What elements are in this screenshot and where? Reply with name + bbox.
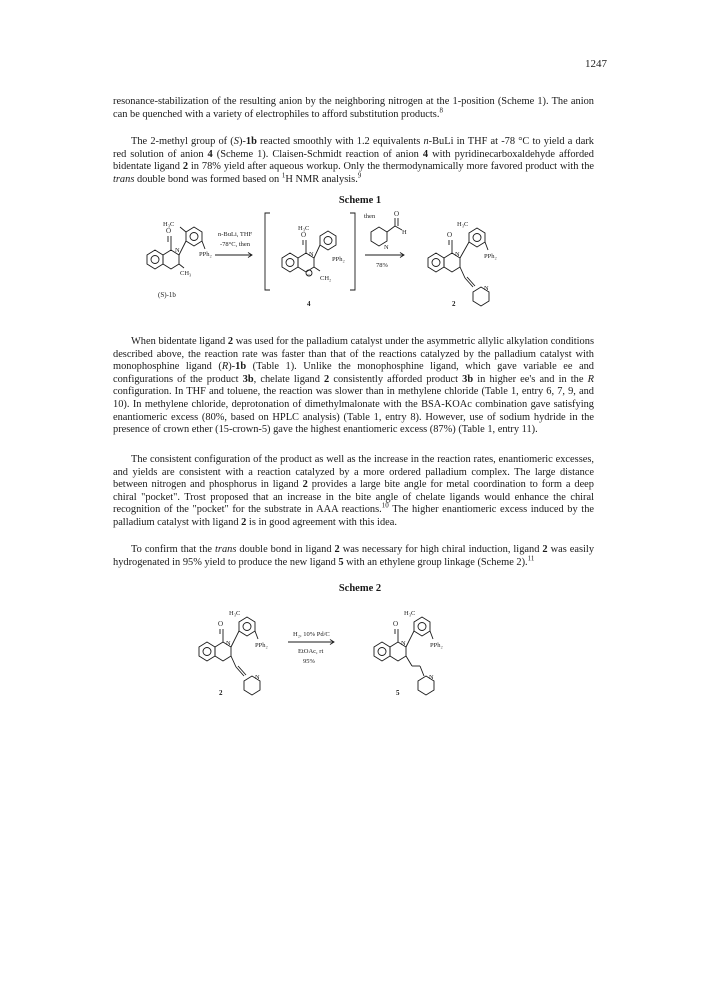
pyridine-n: N [429,674,434,681]
label-4: 4 [307,300,311,308]
page-number: 1247 [585,58,607,70]
atom-o: O [394,210,400,218]
reagent-2-line1: H₂, 10% Pd/C [293,631,330,638]
label-2: 2 [452,300,456,308]
bracket-left [265,213,270,290]
reagent-2-line2: EtOAc, rt [298,648,324,655]
phosphine-group: PPh₂ [199,251,212,258]
label-1b: (S)-1b [158,291,176,299]
paragraph-2: The 2-methyl group of (S)-1b reacted smoothly with 1.2 equivalents n-BuLi in THF at -78 °C to yield a dark red solution of anion 4 (Scheme 1). Claisen-Schmidt reaction of anion 4 with pyridinecarboxaldehyde afforded bidentate ligand 2 in 78% yield after aqueous workup. Only the thermodynamically more favored product with the trans double bond was formed based on $^1$H NMR analysis.$^9$ [113,136,595,185]
methyl-group: H₃C [404,610,416,617]
atom-o: O [301,231,307,239]
phosphine-group: PPh₂ [332,256,345,263]
methyl-group: H₃C [163,221,175,228]
paragraph-4: The consistent configuration of the product as well as the increase in the reaction rates, enantiomeric excesses, and yields are consistent with a reaction catalyzed by a more ordered palladium complex. The large distance between nitrogen and phosphorus in ligand 2 provides a large bite angle for metal coordination to form a deep chiral "pocket". Trost proposed that an increase in the bite angle of chelate ligands would enhance the chiral recognition of the "pocket" for the substrate in AAA reactions.$^{10}$ The higher enantiomeric excess induced by the palladium catalyst with ligand 2 is in good agreement with this idea. [113,454,594,528]
atom-o: O [166,227,172,235]
bracket-right [350,213,355,290]
pyridinecarboxaldehyde [371,210,407,251]
structure-4 [282,225,345,282]
atom-n: N [309,251,314,258]
label-5: 5 [396,689,400,697]
phosphine-group: PPh₂ [484,253,497,260]
phosphine-group: PPh₂ [255,642,268,649]
scheme-1-title: Scheme 1 [338,195,382,206]
reagent-1-line1: n-BuLi, THF [218,231,253,238]
atom-n: N [455,251,460,258]
scheme-1-diagram [0,207,720,325]
pyridine-n: N [255,674,260,681]
methyl-group: H₃C [457,221,469,228]
atom-o: O [218,620,224,628]
atom-n: N [226,640,231,647]
structure-1b [147,221,212,277]
atom-n: N [384,244,389,251]
methyl-group: H₃C [229,610,241,617]
phosphine-group: PPh₂ [430,642,443,649]
atom-o: O [393,620,399,628]
paragraph-3: When bidentate ligand 2 was used for the palladium catalyst under the asymmetric allylic alkylation conditions described above, the reaction rate was faster than that of the reactions catalyzed by the palladium catalyst with monophosphine ligand (R)-1b (Table 1). Unlike the monophosphine ligand, which gave variable ee and configurations of the product 3b, chelate ligand 2 consistently afforded product 3b in higher ee's and in the R configuration. In THF and toluene, the reaction was slower than in methylene chloride (Table 1, entry 6, 7, 9, and 10). In methylene chloride, deprotonation of dimethylmalonate with the BSA-KOAc combination gave satisfying enantiomeric excess (80%, based on HPLC analysis) (Table 1, entry 8). However, use of sodium hydride in the presence of crown ether (15-crown-5) gave the highest enantiomeric excess (87%) (Table 1, entry 11). [113,336,594,436]
atom-o: O [447,231,453,239]
methylene-ch2: CH₂ [320,275,332,282]
atom-n: N [401,640,406,647]
yield-78: 78% [376,262,388,269]
methyl-group: H₃C [298,225,310,232]
scheme-2-title: Scheme 2 [338,583,382,594]
label-2: 2 [219,689,223,697]
scheme-2-diagram [0,597,720,707]
then-label: then [364,213,376,220]
reagent-1-line2: -78°C, then [220,241,251,248]
atom-n: N [175,247,180,254]
yield-95: 95% [303,658,315,665]
paragraph-1: resonance-stabilization of the resulting anion by the neighboring nitrogen at the 1-position (Scheme 1). The anion can be quenched with a variety of electrophiles to afford substitution products.$^8$ [113,96,594,120]
anion-charge: − [307,272,311,278]
structure-2 [199,610,268,695]
paragraph-5: To confirm that the trans double bond in ligand 2 was necessary for high chiral induction, ligand 2 was easily hydrogenated in 95% yield to produce the new ligand 5 with an ethylene group linkage (Scheme 2).$^{11}$ [113,544,595,568]
atom-h: H [402,229,407,236]
methyl-ch3: CH₃ [180,270,192,277]
pyridine-n: N [484,285,489,292]
structure-2 [428,221,497,306]
structure-5 [374,610,443,695]
